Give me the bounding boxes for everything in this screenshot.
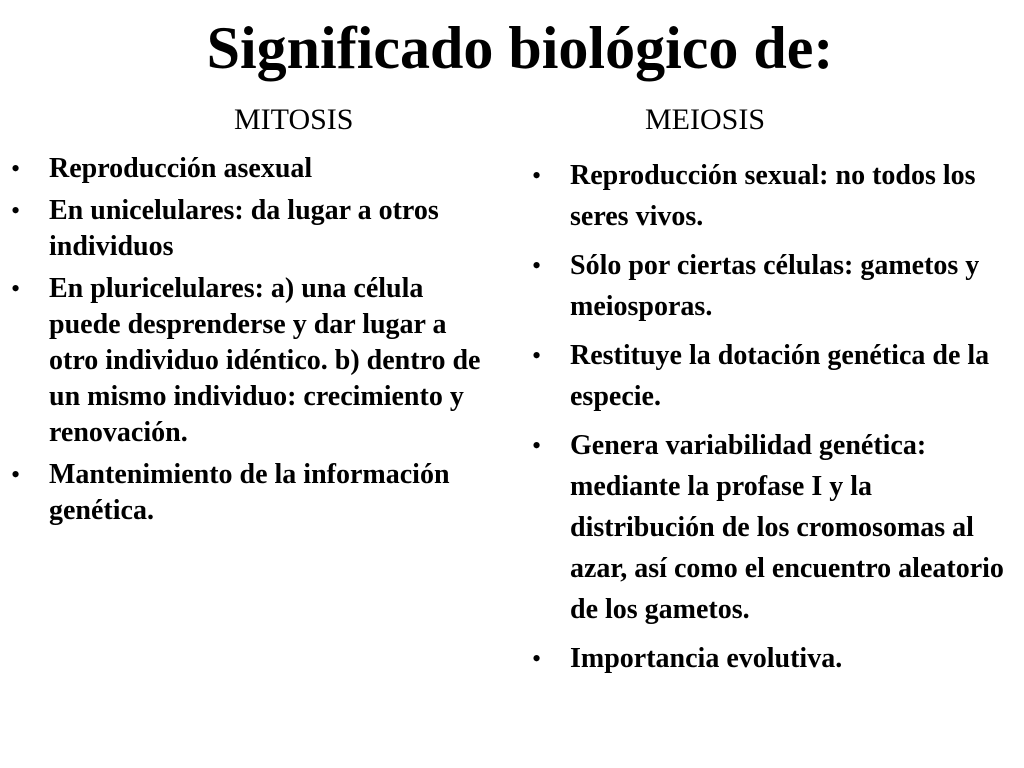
list-item-text: Mantenimiento de la información genética. (49, 459, 450, 526)
list-item (532, 425, 1010, 630)
list-item (11, 193, 494, 265)
meiosis-list (532, 155, 1010, 687)
list-item-text: Genera variabilidad genética: mediante la profase I y la distribución de los cromosomas al azar, así como el encuentro aleatorio de los gametos. (570, 430, 1004, 625)
mitosis-heading: MITOSIS (234, 103, 354, 136)
list-item-text: En unicelulares: da lugar a otros individuos (49, 195, 439, 262)
list-item (11, 271, 494, 451)
bullet-icon: • (532, 644, 542, 673)
bullet-icon: • (11, 460, 21, 489)
list-item (532, 155, 1010, 237)
list-item (11, 457, 494, 529)
list-item-text: En pluricelulares: a) una célula puede desprenderse y dar lugar a otro individuo idéntico. b) dentro de un mismo individuo: crecimiento y renovación. (49, 273, 481, 448)
list-item-text: Reproducción asexual (49, 153, 313, 184)
list-item (11, 151, 494, 187)
list-item-text: Reproducción sexual: no todos los seres vivos. (570, 160, 976, 232)
list-item-text: Sólo por ciertas células: gametos y meiosporas. (570, 250, 980, 322)
bullet-icon: • (11, 274, 21, 303)
list-item (532, 335, 1010, 417)
bullet-icon: • (532, 431, 542, 460)
list-item-text: Restituye la dotación genética de la especie. (570, 340, 990, 412)
list-item (532, 245, 1010, 327)
bullet-icon: • (532, 251, 542, 280)
mitosis-list (11, 151, 494, 535)
list-item (532, 638, 1010, 679)
slide-title: Significado biológico de: (206, 15, 834, 81)
bullet-icon: • (11, 196, 21, 225)
bullet-icon: • (11, 154, 21, 183)
bullet-icon: • (532, 341, 542, 370)
meiosis-heading: MEIOSIS (645, 103, 766, 136)
list-item-text: Importancia evolutiva. (570, 643, 843, 674)
bullet-icon: • (532, 161, 542, 190)
